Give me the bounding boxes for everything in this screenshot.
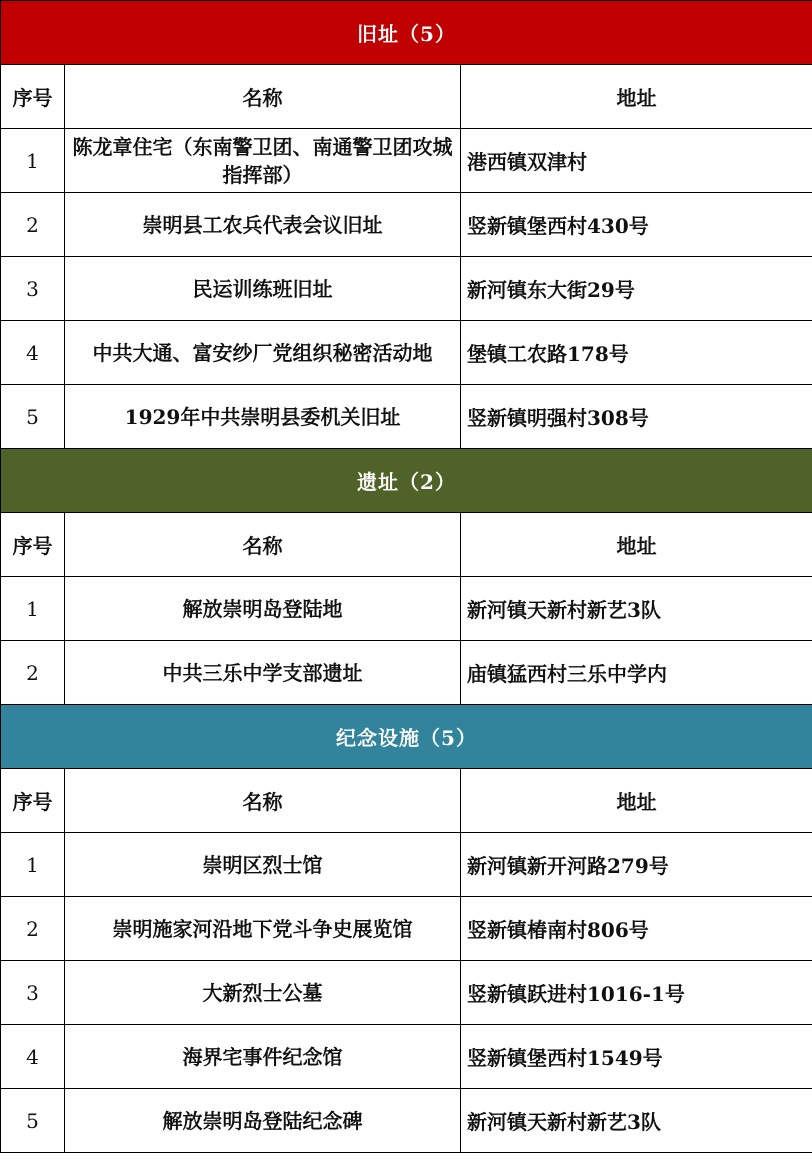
- column-header-name: 名称: [65, 513, 461, 577]
- table-row: [1, 833, 812, 897]
- table-row: [1, 257, 812, 321]
- table-row: [1, 321, 812, 385]
- table-row: [1, 1025, 812, 1089]
- site-name: 解放崇明岛登陆纪念碑: [65, 1089, 461, 1153]
- column-header-addr: 地址: [461, 65, 812, 129]
- site-name: 大新烈士公墓: [65, 961, 461, 1025]
- column-header-num: 序号: [1, 65, 65, 129]
- site-address: 新河镇天新村新艺3队: [461, 577, 812, 641]
- table-row: [1, 961, 812, 1025]
- row-number: 1: [1, 129, 65, 193]
- column-header-name: 名称: [65, 65, 461, 129]
- site-name: 陈龙章住宅（东南警卫团、南通警卫团攻城指挥部）: [65, 129, 461, 193]
- site-address: 堡镇工农路178号: [461, 321, 812, 385]
- site-name: 崇明施家河沿地下党斗争史展览馆: [65, 897, 461, 961]
- column-header-row: [1, 513, 812, 577]
- site-address: 港西镇双津村: [461, 129, 812, 193]
- row-number: 4: [1, 1025, 65, 1089]
- table-row: [1, 897, 812, 961]
- site-name: 解放崇明岛登陆地: [65, 577, 461, 641]
- site-address: 竖新镇明强村308号: [461, 385, 812, 449]
- site-name: 海界宅事件纪念馆: [65, 1025, 461, 1089]
- site-address: 竖新镇堡西村1549号: [461, 1025, 812, 1089]
- site-address: 竖新镇跃进村1016-1号: [461, 961, 812, 1025]
- column-header-addr: 地址: [461, 513, 812, 577]
- row-number: 2: [1, 897, 65, 961]
- column-header-num: 序号: [1, 513, 65, 577]
- row-number: 2: [1, 641, 65, 705]
- section-header: [1, 1, 812, 65]
- table-row: [1, 385, 812, 449]
- column-header-row: [1, 65, 812, 129]
- site-name: 崇明县工农兵代表会议旧址: [65, 193, 461, 257]
- table-body: [1, 1, 812, 1153]
- site-address: 新河镇新开河路279号: [461, 833, 812, 897]
- row-number: 1: [1, 833, 65, 897]
- site-name: 民运训练班旧址: [65, 257, 461, 321]
- site-address: 竖新镇堡西村430号: [461, 193, 812, 257]
- site-name: 1929年中共崇明县委机关旧址: [65, 385, 461, 449]
- site-name: 中共三乐中学支部遗址: [65, 641, 461, 705]
- row-number: 3: [1, 257, 65, 321]
- table-row: [1, 641, 812, 705]
- table-row: [1, 1089, 812, 1153]
- row-number: 4: [1, 321, 65, 385]
- row-number: 2: [1, 193, 65, 257]
- column-header-name: 名称: [65, 769, 461, 833]
- table-row: [1, 129, 812, 193]
- section-header: [1, 449, 812, 513]
- column-header-row: [1, 769, 812, 833]
- row-number: 1: [1, 577, 65, 641]
- site-address: 新河镇东大街29号: [461, 257, 812, 321]
- row-number: 5: [1, 385, 65, 449]
- row-number: 5: [1, 1089, 65, 1153]
- section-title: 纪念设施（5）: [1, 705, 812, 769]
- table-row: [1, 193, 812, 257]
- site-address: 庙镇猛西村三乐中学内: [461, 641, 812, 705]
- site-name: 崇明区烈士馆: [65, 833, 461, 897]
- section-title: 旧址（5）: [1, 1, 812, 65]
- section-header: [1, 705, 812, 769]
- column-header-addr: 地址: [461, 769, 812, 833]
- site-address: 竖新镇椿南村806号: [461, 897, 812, 961]
- column-header-num: 序号: [1, 769, 65, 833]
- table-row: [1, 577, 812, 641]
- section-title: 遗址（2）: [1, 449, 812, 513]
- row-number: 3: [1, 961, 65, 1025]
- site-name: 中共大通、富安纱厂党组织秘密活动地: [65, 321, 461, 385]
- site-address: 新河镇天新村新艺3队: [461, 1089, 812, 1153]
